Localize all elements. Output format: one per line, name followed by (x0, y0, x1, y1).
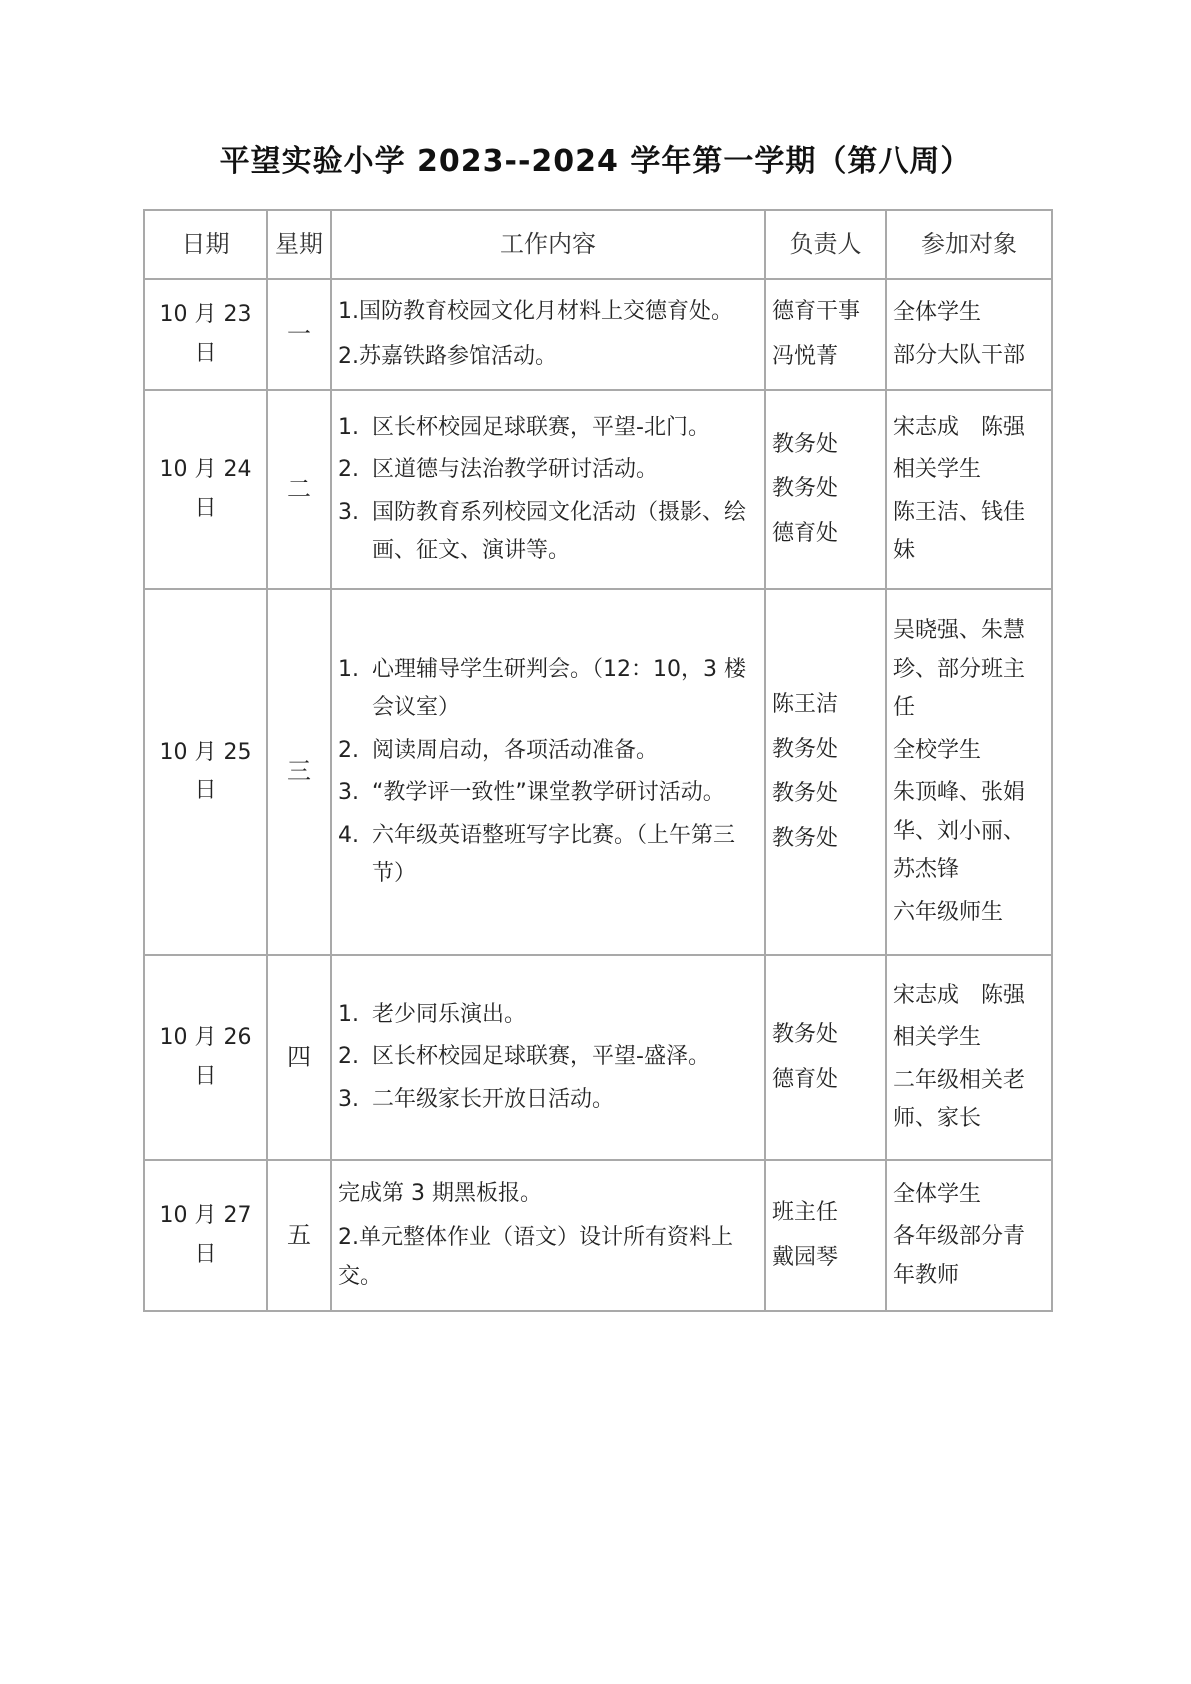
item-text: 心理辅导学生研判会。（12：10，3 楼会议室） (372, 656, 746, 720)
participant-group: 部分大队干部 (893, 342, 1026, 368)
header-weekday: 星期 (267, 210, 331, 279)
owner-name: 德育处 (772, 520, 839, 546)
participants-cell (886, 279, 1052, 390)
owner-name: 冯悦菁 (772, 343, 839, 369)
participant-group: 相关学生 (893, 1025, 982, 1050)
owner-cell (765, 589, 886, 955)
item-text: 六年级英语整班写字比赛。（上午第三节） (372, 822, 736, 886)
header-content: 工作内容 (331, 210, 765, 279)
owner-name: 陈王洁 (772, 692, 839, 717)
weekday-cell: 二 (267, 390, 331, 589)
owner-name: 教务处 (772, 1022, 839, 1047)
item-text: 区长杯校园足球联赛，平望-北门。 (372, 414, 710, 440)
content-item (338, 996, 758, 1035)
item-number: 3. (338, 780, 359, 805)
owner-name: 教务处 (772, 825, 839, 851)
weekday-cell: 四 (267, 955, 331, 1160)
item-text: 二年级家长开放日活动。 (372, 1086, 615, 1112)
participant-group: 六年级师生 (893, 899, 1004, 925)
owner-name: 班主任 (772, 1200, 839, 1225)
date-cell: 10 月 25 日 (144, 589, 267, 955)
content-cell (331, 589, 765, 955)
item-text: 区道德与法治教学研讨活动。 (372, 457, 659, 482)
content-item (338, 409, 758, 448)
content-item (338, 451, 758, 490)
participant-group: 各年级部分青年教师 (893, 1224, 1026, 1288)
participant-group: 宋志成 陈强 (893, 414, 1026, 440)
header-date: 日期 (144, 210, 267, 279)
content-cell (331, 1160, 765, 1311)
weekday-cell: 五 (267, 1160, 331, 1311)
owner-cell (765, 279, 886, 390)
item-text: 区长杯校园足球联赛，平望-盛泽。 (372, 1044, 710, 1070)
item-text: 国防教育系列校园文化活动（摄影、绘画、征文、演讲等。 (372, 499, 747, 563)
content-item (338, 494, 758, 571)
date-cell: 10 月 24 日 (144, 390, 267, 589)
participants-cell (886, 390, 1052, 589)
owner-name: 教务处 (772, 781, 839, 806)
content-item: 2.单元整体作业（语文）设计所有资料上交。 (338, 1225, 733, 1289)
date-cell: 10 月 23 日 (144, 279, 267, 390)
content-item: 完成第 3 期黑板报。 (338, 1180, 542, 1206)
content-cell (331, 279, 765, 390)
item-number: 2. (338, 1044, 359, 1070)
page-title: 平望实验小学 2023--2024 学年第一学期（第八周） (219, 144, 972, 179)
participant-group: 二年级相关老师、家长 (893, 1067, 1026, 1131)
content-item (338, 651, 758, 728)
content-item (338, 817, 758, 894)
header-participants: 参加对象 (886, 210, 1052, 279)
content-item: 2.苏嘉铁路参馆活动。 (338, 343, 557, 369)
table-row (144, 589, 1052, 955)
schedule-table (143, 209, 1053, 1312)
content-cell (331, 955, 765, 1160)
date-cell: 10 月 26 日 (144, 955, 267, 1160)
participants-cell (886, 1160, 1052, 1311)
participant-group: 全体学生 (893, 300, 982, 325)
participant-group: 全校学生 (893, 737, 982, 763)
content-item (338, 1081, 758, 1120)
participant-group: 吴晓强、朱慧珍、部分班主任 (893, 618, 1026, 720)
owner-name: 德育干事 (772, 299, 861, 324)
participant-group: 朱顶峰、张娟华、刘小丽、苏杰锋 (893, 780, 1026, 882)
participant-group: 相关学生 (893, 457, 982, 482)
item-number: 1. (338, 414, 359, 440)
item-number: 3. (338, 499, 359, 525)
content-item (338, 732, 758, 771)
owner-cell (765, 955, 886, 1160)
item-text: “教学评一致性”课堂教学研讨活动。 (372, 780, 725, 805)
participant-group: 宋志成 陈强 (893, 982, 1026, 1008)
item-text: 老少同乐演出。 (372, 1001, 527, 1027)
owner-name: 德育处 (772, 1066, 839, 1092)
date-cell: 10 月 27 日 (144, 1160, 267, 1311)
item-number: 4. (338, 822, 359, 848)
owner-name: 教务处 (772, 431, 839, 457)
content-item (338, 774, 758, 813)
item-number: 1. (338, 656, 359, 682)
owner-name: 教务处 (772, 476, 839, 502)
table-row (144, 1160, 1052, 1311)
participant-group: 陈王洁、钱佳妹 (893, 499, 1026, 563)
schedule-body (144, 279, 1052, 1311)
header-row (144, 210, 1052, 279)
content-cell (331, 390, 765, 589)
item-number: 1. (338, 1001, 359, 1027)
content-item (338, 1038, 758, 1077)
weekday-cell: 一 (267, 279, 331, 390)
header-owner: 负责人 (765, 210, 886, 279)
table-row (144, 390, 1052, 589)
item-text: 阅读周启动，各项活动准备。 (372, 737, 659, 763)
participants-cell (886, 955, 1052, 1160)
item-number: 2. (338, 737, 359, 763)
item-number: 2. (338, 457, 359, 482)
owner-cell (765, 1160, 886, 1311)
table-row (144, 279, 1052, 390)
owner-name: 戴园琴 (772, 1244, 839, 1270)
owner-cell (765, 390, 886, 589)
weekday-cell: 三 (267, 589, 331, 955)
owner-name: 教务处 (772, 736, 839, 762)
table-row (144, 955, 1052, 1160)
content-item: 1.国防教育校园文化月材料上交德育处。 (338, 299, 733, 324)
item-number: 3. (338, 1086, 359, 1112)
participant-group: 全体学生 (893, 1181, 982, 1207)
participants-cell (886, 589, 1052, 955)
